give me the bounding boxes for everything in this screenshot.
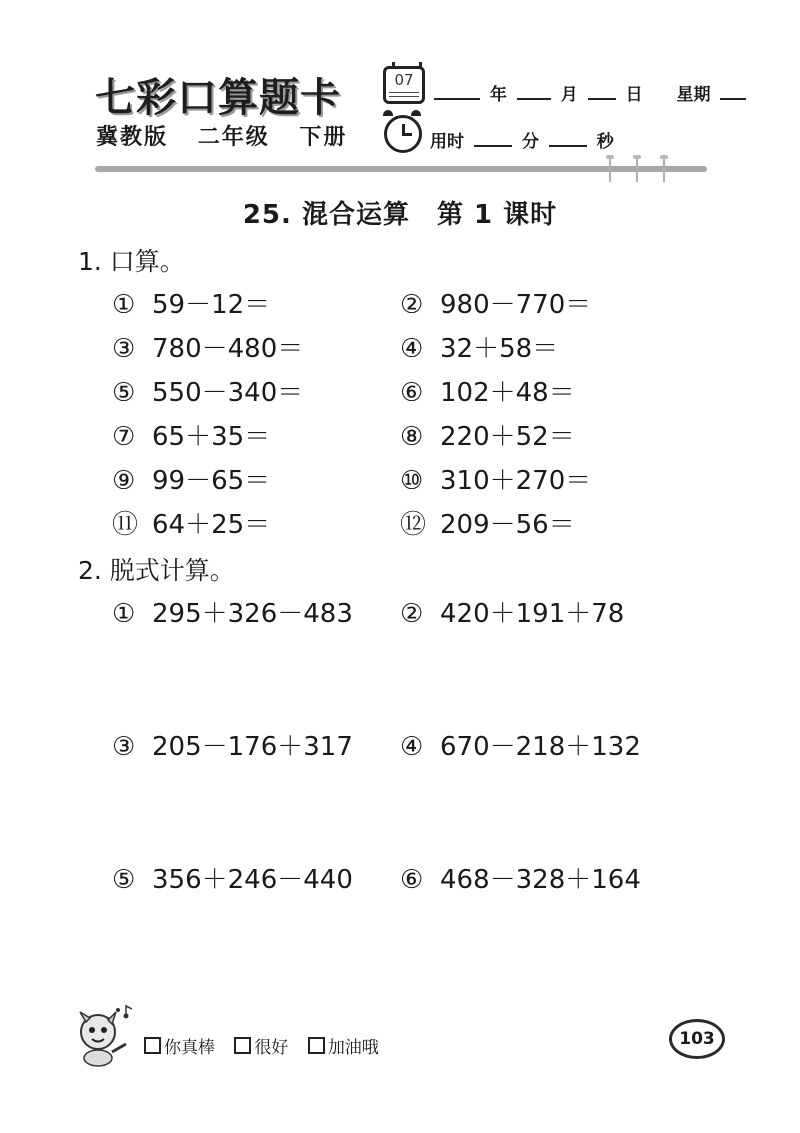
rating-great-label: 你真棒 — [164, 1038, 215, 1058]
problem-number: ⑥ — [400, 378, 424, 408]
calendar-number: 07 — [394, 71, 414, 89]
day-blank[interactable] — [588, 96, 616, 100]
oral-problem — [112, 504, 270, 541]
problem-expression: 64＋25＝ — [152, 510, 271, 540]
oral-problem — [112, 328, 303, 365]
checkbox-icon[interactable] — [234, 1037, 251, 1054]
rating-keep-going-label: 加油哦 — [327, 1038, 379, 1058]
weekday-blank[interactable] — [720, 96, 746, 100]
edition-info — [96, 120, 367, 151]
checkbox-icon[interactable] — [144, 1037, 161, 1054]
month-blank[interactable] — [517, 96, 551, 100]
month-label: 月 — [560, 85, 578, 105]
problem-number: ⑪ — [112, 510, 139, 540]
stepwise-problem — [112, 593, 353, 630]
problem-number: ⑥ — [400, 865, 424, 895]
rating-good[interactable] — [234, 1038, 288, 1058]
problem-expression: 205－176＋317 — [152, 732, 353, 762]
rating-great[interactable] — [144, 1038, 215, 1058]
minutes-label: 分 — [521, 132, 539, 152]
problem-number: ③ — [112, 334, 136, 364]
stepwise-problem — [400, 593, 624, 630]
seconds-label: 秒 — [596, 132, 614, 152]
oral-problem — [400, 328, 558, 365]
problem-expression: 32＋58＝ — [440, 334, 559, 364]
lesson-title: 25. 混合运算 第 1 课时 — [242, 200, 558, 230]
problem-expression: 209－56＝ — [440, 510, 575, 540]
problem-expression: 420＋191＋78 — [440, 599, 625, 629]
oral-problem — [112, 284, 270, 321]
problem-expression: 550－340＝ — [152, 378, 304, 408]
problem-expression: 295＋326－483 — [152, 599, 353, 629]
stepwise-problem — [400, 859, 641, 896]
section-1-heading: 1. 口算。 — [78, 247, 185, 276]
divider-tick — [663, 158, 665, 182]
problem-number: ① — [112, 599, 136, 629]
problem-expression: 65＋35＝ — [152, 422, 271, 452]
divider-tick — [609, 158, 611, 182]
problem-expression: 356＋246－440 — [152, 865, 353, 895]
problem-number: ② — [400, 290, 424, 320]
publisher-label: 冀教版 — [96, 125, 169, 150]
problem-number: ⑦ — [112, 422, 136, 452]
problem-expression: 670－218＋132 — [440, 732, 641, 762]
oral-problem — [400, 416, 575, 453]
stepwise-problem — [112, 859, 353, 896]
time-line — [430, 127, 614, 152]
oral-problem — [400, 372, 575, 409]
rating-keep-going[interactable] — [308, 1038, 379, 1058]
rating-good-label: 很好 — [254, 1038, 289, 1058]
problem-number: ① — [112, 290, 136, 320]
problem-number: ⑨ — [112, 466, 136, 496]
problem-expression: 468－328＋164 — [440, 865, 641, 895]
seconds-blank[interactable] — [549, 143, 587, 147]
problem-number: ④ — [400, 732, 424, 762]
problem-expression: 310＋270＝ — [440, 466, 592, 496]
date-line — [430, 80, 750, 105]
problem-expression: 102＋48＝ — [440, 378, 575, 408]
calendar-icon — [383, 66, 425, 104]
time-used-label: 用时 — [430, 132, 464, 152]
oral-problem — [112, 416, 270, 453]
logo-title: 七彩口算题卡 — [95, 74, 341, 121]
oral-problem — [400, 504, 575, 541]
problem-expression: 59－12＝ — [152, 290, 271, 320]
problem-number: ⑩ — [400, 466, 424, 496]
grade-label: 二年级 — [197, 125, 270, 150]
weekday-label: 星期 — [676, 85, 711, 105]
oral-problem — [112, 372, 303, 409]
minutes-blank[interactable] — [474, 143, 512, 147]
problem-number: ⑤ — [112, 378, 136, 408]
problem-expression: 220＋52＝ — [440, 422, 575, 452]
year-blank[interactable] — [434, 96, 480, 100]
self-rating — [144, 1033, 393, 1058]
problem-expression: 99－65＝ — [152, 466, 271, 496]
oral-problem — [400, 460, 591, 497]
oral-problem — [400, 284, 591, 321]
page-number: 103 — [669, 1019, 725, 1059]
problem-number: ③ — [112, 732, 136, 762]
mascot-icon — [70, 1004, 136, 1068]
stepwise-problem — [400, 726, 641, 763]
checkbox-icon[interactable] — [308, 1037, 325, 1054]
problem-expression: 980－770＝ — [440, 290, 592, 320]
problem-expression: 780－480＝ — [152, 334, 304, 364]
alarm-clock-icon — [384, 115, 422, 153]
day-label: 日 — [625, 85, 643, 105]
problem-number: ④ — [400, 334, 424, 364]
divider-tick — [636, 158, 638, 182]
problem-number: ⑤ — [112, 865, 136, 895]
section-2-heading: 2. 脱式计算。 — [78, 556, 235, 585]
stepwise-problem — [112, 726, 353, 763]
header-divider — [95, 166, 707, 172]
problem-number: ② — [400, 599, 424, 629]
problem-number: ⑫ — [400, 510, 427, 540]
oral-problem — [112, 460, 270, 497]
volume-label: 下册 — [299, 125, 348, 150]
year-label: 年 — [489, 85, 507, 105]
problem-number: ⑧ — [400, 422, 424, 452]
